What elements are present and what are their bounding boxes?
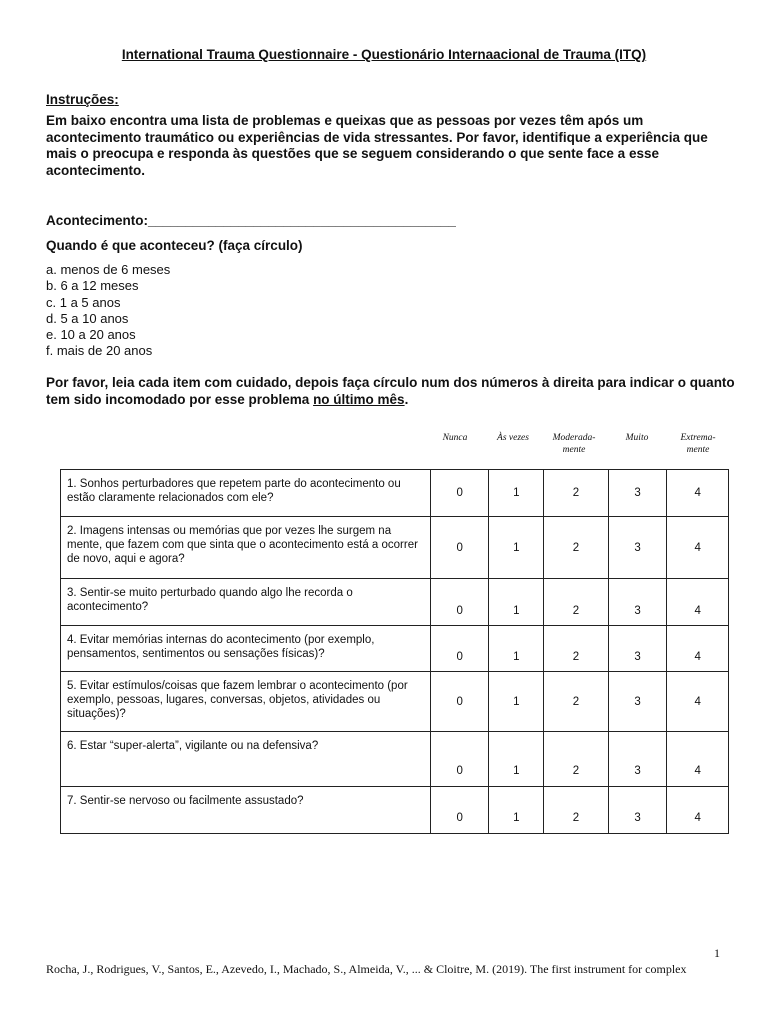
scale-header-line: Muito bbox=[625, 433, 649, 443]
score-option[interactable]: 1 bbox=[489, 470, 544, 517]
rating-instruction bbox=[46, 375, 736, 408]
score-option[interactable]: 4 bbox=[667, 732, 729, 787]
score-option[interactable]: 1 bbox=[489, 517, 544, 579]
page-number: 1 bbox=[714, 946, 720, 960]
time-option-f[interactable]: f. mais de 20 anos bbox=[46, 343, 153, 359]
item-text: 2. Imagens intensas ou memórias que por vezes lhe surgem na mente, que fazem com que sinta que o acontecimento está a ocorrer de novo, aqui e agora? bbox=[61, 517, 431, 579]
instructions-heading bbox=[46, 92, 119, 107]
score-option[interactable]: 4 bbox=[667, 517, 729, 579]
scale-header-sometimes bbox=[485, 432, 541, 444]
score-option[interactable]: 1 bbox=[489, 732, 544, 787]
score-option[interactable]: 3 bbox=[608, 732, 667, 787]
score-option[interactable]: 2 bbox=[544, 732, 609, 787]
score-option[interactable]: 3 bbox=[608, 470, 667, 517]
table-row bbox=[61, 517, 729, 579]
score-option[interactable]: 2 bbox=[544, 672, 609, 732]
score-option[interactable]: 4 bbox=[667, 672, 729, 732]
score-option[interactable]: 2 bbox=[544, 517, 609, 579]
instructions-heading-text: Instruções bbox=[46, 92, 115, 107]
score-option[interactable]: 2 bbox=[544, 579, 609, 626]
score-option[interactable]: 0 bbox=[430, 787, 489, 834]
time-option-a[interactable]: a. menos de 6 meses bbox=[46, 262, 171, 277]
score-option[interactable]: 4 bbox=[667, 579, 729, 626]
scale-header-line: Às vezes bbox=[497, 433, 529, 443]
items-table bbox=[60, 469, 729, 834]
score-option[interactable]: 3 bbox=[608, 517, 667, 579]
rating-instruction-period: no último mês bbox=[313, 391, 405, 407]
scale-header-line: mente bbox=[562, 445, 586, 455]
score-option[interactable]: 0 bbox=[430, 672, 489, 732]
item-text: 5. Evitar estímulos/coisas que fazem lembrar o acontecimento (por exemplo, pessoas, lugares, conversas, objetos, atividades ou situações)? bbox=[61, 672, 431, 732]
item-text: 3. Sentir-se muito perturbado quando algo lhe recorda o acontecimento? bbox=[61, 579, 431, 626]
item-text: 7. Sentir-se nervoso ou facilmente assustado? bbox=[61, 787, 431, 834]
score-option[interactable]: 3 bbox=[608, 579, 667, 626]
score-option[interactable]: 1 bbox=[489, 672, 544, 732]
table-row bbox=[61, 787, 729, 834]
table-row bbox=[61, 626, 729, 672]
score-option[interactable]: 3 bbox=[608, 787, 667, 834]
time-options-list bbox=[46, 262, 170, 360]
table-row bbox=[61, 732, 729, 787]
scale-header-line: Moderada- bbox=[552, 433, 596, 443]
when-question: Quando é que aconteceu? (faça círculo) bbox=[46, 238, 303, 253]
scale-header-never bbox=[425, 432, 485, 444]
scale-header-extremely bbox=[667, 432, 729, 456]
score-option[interactable]: 0 bbox=[430, 470, 489, 517]
score-option[interactable]: 4 bbox=[667, 470, 729, 517]
rating-instruction-text: Por favor, leia cada item com cuidado, depois faça círculo num dos números à direita para indicar o quanto tem sido incomodado por esse problema bbox=[46, 375, 735, 407]
score-option[interactable]: 3 bbox=[608, 672, 667, 732]
item-text: 4. Evitar memórias internas do acontecimento (por exemplo, pensamentos, sentimentos ou sensações físicas)? bbox=[61, 626, 431, 672]
score-option[interactable]: 2 bbox=[544, 626, 609, 672]
time-option-d[interactable]: d. 5 a 10 anos bbox=[46, 310, 129, 326]
scale-header-line: Extrema- bbox=[680, 433, 716, 443]
document-title: International Trauma Questionnaire - Questionário Internaacional de Trauma (ITQ) bbox=[121, 47, 647, 62]
table-row bbox=[61, 579, 729, 626]
time-option-e[interactable]: e. 10 a 20 anos bbox=[46, 327, 136, 343]
score-option[interactable]: 0 bbox=[430, 579, 489, 626]
score-option[interactable]: 1 bbox=[489, 626, 544, 672]
rating-instruction-end: . bbox=[404, 391, 409, 407]
scale-header-very bbox=[607, 432, 667, 444]
table-row bbox=[61, 672, 729, 732]
score-option[interactable]: 0 bbox=[430, 517, 489, 579]
score-option[interactable]: 1 bbox=[489, 579, 544, 626]
score-option[interactable]: 4 bbox=[667, 626, 729, 672]
scale-header-line: mente bbox=[686, 445, 710, 455]
score-option[interactable]: 3 bbox=[608, 626, 667, 672]
citation-footer: Rocha, J., Rodrigues, V., Santos, E., Azevedo, I., Machado, S., Almeida, V., ... & Cloitre, M. (2019). The first instrument for complex bbox=[46, 962, 687, 976]
scale-header-line: Nunca bbox=[442, 433, 468, 443]
item-text: 6. Estar “super-alerta”, vigilante ou na defensiva? bbox=[61, 732, 431, 787]
score-option[interactable]: 4 bbox=[667, 787, 729, 834]
score-option[interactable]: 0 bbox=[430, 626, 489, 672]
instructions-heading-colon: : bbox=[114, 92, 119, 107]
time-option-c[interactable]: c. 1 a 5 anos bbox=[46, 294, 121, 310]
score-option[interactable]: 1 bbox=[489, 787, 544, 834]
event-field[interactable]: Acontecimento:_________________________________________ bbox=[46, 213, 456, 228]
table-row bbox=[61, 470, 729, 517]
score-option[interactable]: 2 bbox=[544, 787, 609, 834]
item-text: 1. Sonhos perturbadores que repetem parte do acontecimento ou estão claramente relacionados com ele? bbox=[61, 470, 431, 517]
time-option-b[interactable]: b. 6 a 12 meses bbox=[46, 278, 139, 294]
score-option[interactable]: 0 bbox=[430, 732, 489, 787]
scale-header-moderately bbox=[541, 432, 607, 456]
instructions-text: Em baixo encontra uma lista de problemas e queixas que as pessoas por vezes têm após um acontecimento traumático ou experiências de vida stressantes. Por favor, identifique a experiência que mais o preocupa e responda às questões que se seguem considerando o que sente face a esse acontecimento. bbox=[46, 113, 708, 178]
score-option[interactable]: 2 bbox=[544, 470, 609, 517]
